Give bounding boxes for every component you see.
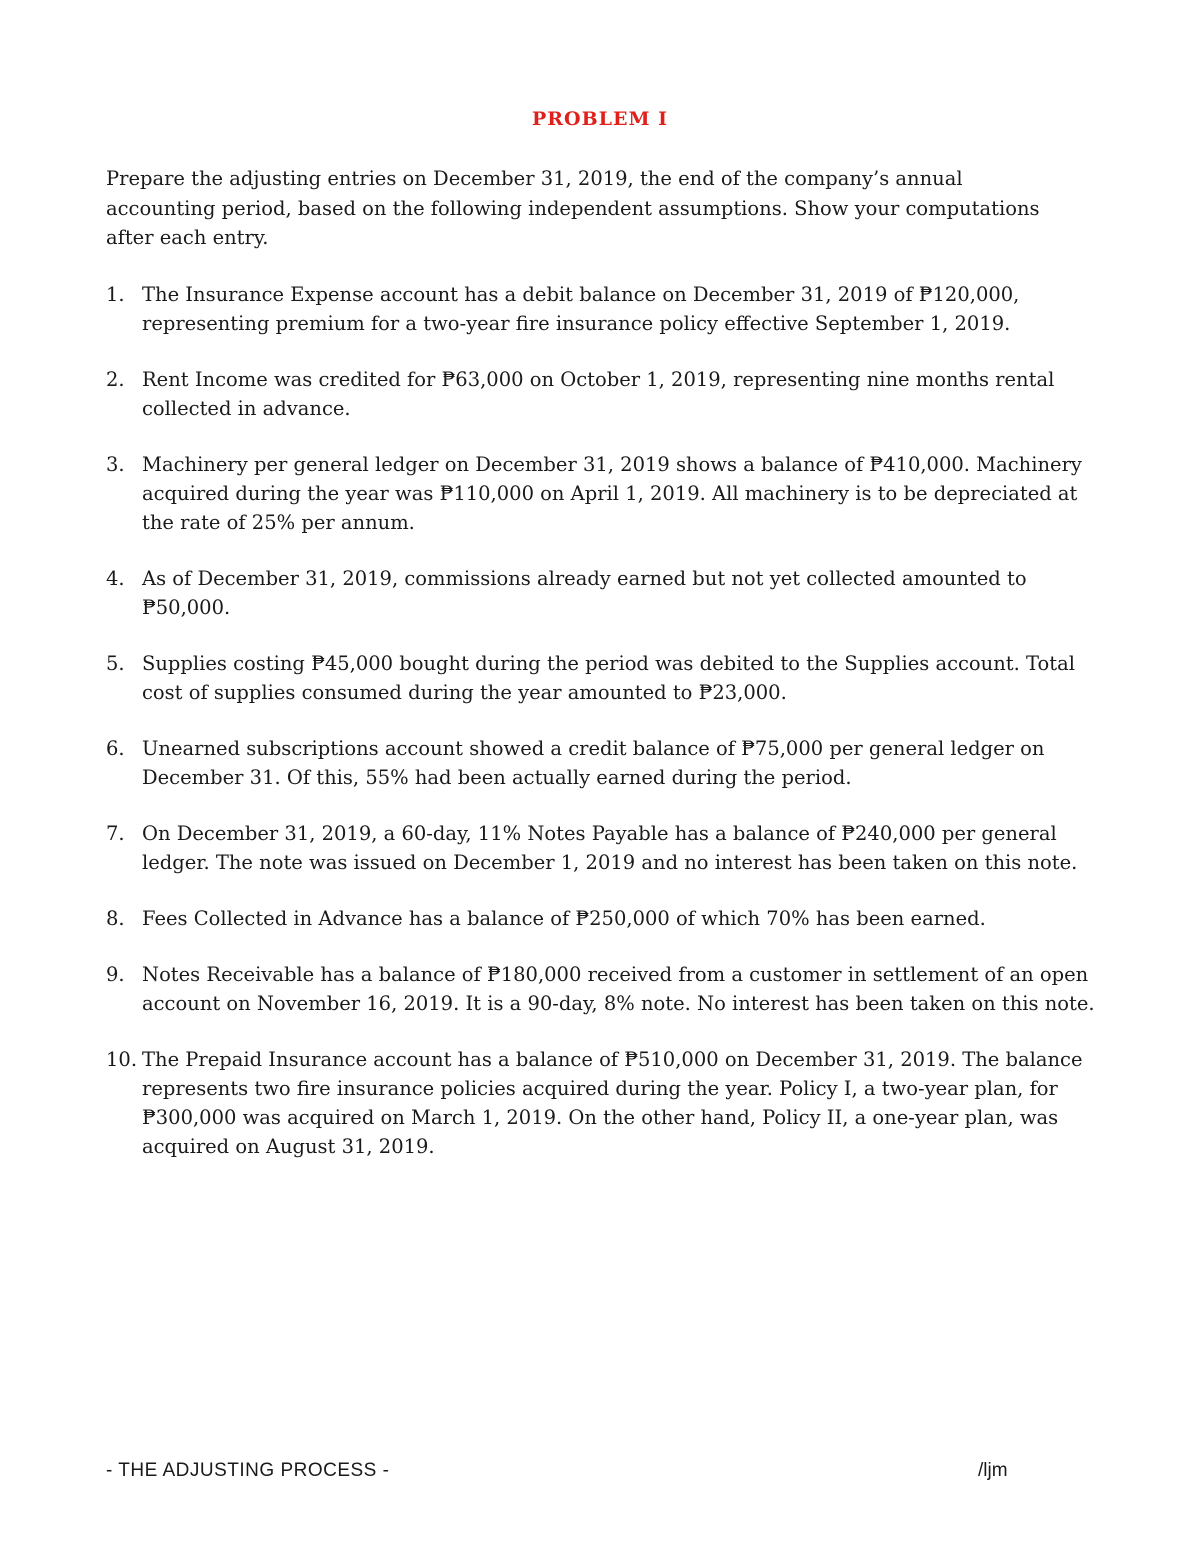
list-item bbox=[106, 365, 1106, 423]
item-number: 8. bbox=[106, 907, 125, 930]
item-number: 4. bbox=[106, 567, 125, 590]
item-text: As of December 31, 2019, commissions already earned but not yet collected amounted to ₱50,000. bbox=[142, 567, 1027, 619]
item-text: Supplies costing ₱45,000 bought during the period was debited to the Supplies account. Total cost of supplies consumed during the year amounted to ₱23,000. bbox=[142, 652, 1075, 704]
list-item bbox=[106, 649, 1106, 707]
problem-list bbox=[106, 280, 1106, 1188]
footer-left-text: - THE ADJUSTING PROCESS - bbox=[106, 1460, 390, 1481]
list-item bbox=[106, 960, 1106, 1018]
list-item bbox=[106, 564, 1106, 622]
item-number: 9. bbox=[106, 963, 125, 986]
list-item bbox=[106, 904, 1106, 933]
item-number: 7. bbox=[106, 822, 125, 845]
list-item bbox=[106, 819, 1106, 877]
item-text: Rent Income was credited for ₱63,000 on October 1, 2019, representing nine months rental collected in advance. bbox=[142, 368, 1055, 420]
item-text: The Prepaid Insurance account has a balance of ₱510,000 on December 31, 2019. The balance represents two fire insurance policies acquired during the year. Policy I, a two-year plan, for ₱300,000 was acquired on March 1, 2019. On the other hand, Policy II, a one-year plan, was acquired on August 31, 2019. bbox=[142, 1048, 1083, 1158]
list-item bbox=[106, 734, 1106, 792]
item-text: Unearned subscriptions account showed a credit balance of ₱75,000 per general ledger on December 31. Of this, 55% had been actually earned during the period. bbox=[142, 737, 1045, 789]
item-number: 6. bbox=[106, 737, 125, 760]
item-text: Fees Collected in Advance has a balance of ₱250,000 of which 70% has been earned. bbox=[142, 907, 986, 930]
instructions-paragraph: Prepare the adjusting entries on December 31, 2019, the end of the company’s annual accounting period, based on the following independent assumptions. Show your computations after each entry. bbox=[106, 167, 1040, 249]
item-number: 3. bbox=[106, 453, 125, 476]
item-text: Machinery per general ledger on December 31, 2019 shows a balance of ₱410,000. Machinery acquired during the year was ₱110,000 on April 1, 2019. All machinery is to be depreciated at the rate of 25% per annum. bbox=[142, 453, 1082, 534]
item-number: 5. bbox=[106, 652, 125, 675]
list-item bbox=[106, 450, 1106, 537]
page-title: PROBLEM I bbox=[531, 108, 669, 130]
item-number: 1. bbox=[106, 283, 125, 306]
item-number: 2. bbox=[106, 368, 125, 391]
list-item bbox=[106, 280, 1106, 338]
list-item bbox=[106, 1045, 1106, 1161]
item-text: The Insurance Expense account has a debit balance on December 31, 2019 of ₱120,000, representing premium for a two-year fire insurance policy effective September 1, 2019. bbox=[142, 283, 1020, 335]
item-text: Notes Receivable has a balance of ₱180,000 received from a customer in settlement of an open account on November 16, 2019. It is a 90-day, 8% note. No interest has been taken on this note. bbox=[142, 963, 1095, 1015]
item-text: On December 31, 2019, a 60-day, 11% Notes Payable has a balance of ₱240,000 per general ledger. The note was issued on December 1, 2019 and no interest has been taken on this note. bbox=[142, 822, 1078, 874]
footer-right-text: /ljm bbox=[978, 1460, 1008, 1481]
item-number: 10. bbox=[106, 1048, 138, 1071]
